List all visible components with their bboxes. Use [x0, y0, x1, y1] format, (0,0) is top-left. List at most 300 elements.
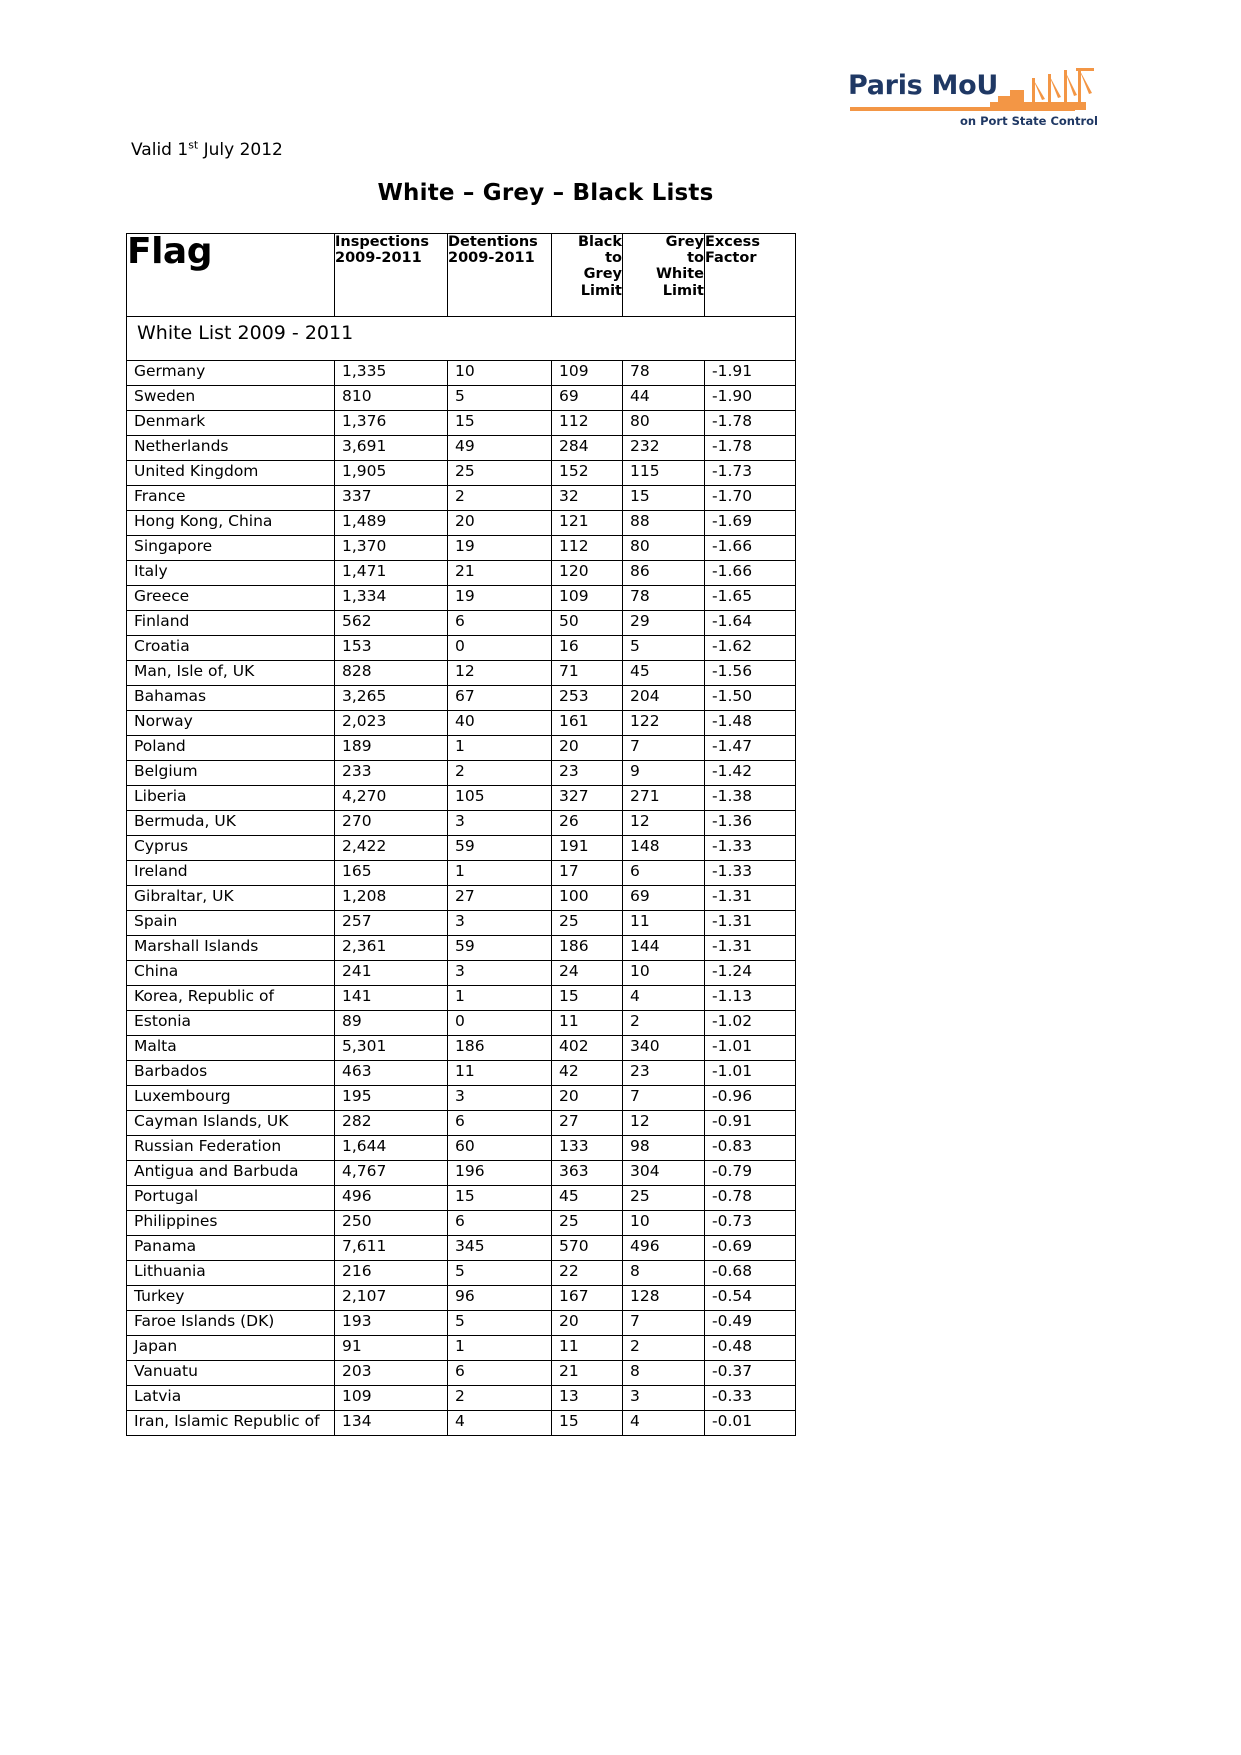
cell-excess-factor: -0.68	[705, 1261, 796, 1286]
cell-grey-to-white: 44	[623, 386, 705, 411]
cell-grey-to-white: 12	[623, 1111, 705, 1136]
cell-inspections: 257	[335, 911, 448, 936]
cell-flag: Italy	[127, 561, 335, 586]
cell-inspections: 89	[335, 1011, 448, 1036]
cell-detentions: 1	[448, 861, 552, 886]
cell-flag: Iran, Islamic Republic of	[127, 1411, 335, 1436]
cell-excess-factor: -0.54	[705, 1286, 796, 1311]
cell-flag: Greece	[127, 586, 335, 611]
table-row	[127, 911, 796, 936]
cell-black-to-grey: 21	[552, 1361, 623, 1386]
cell-black-to-grey: 186	[552, 936, 623, 961]
cell-black-to-grey: 42	[552, 1061, 623, 1086]
cell-black-to-grey: 27	[552, 1111, 623, 1136]
cell-flag: Russian Federation	[127, 1136, 335, 1161]
cell-inspections: 3,265	[335, 686, 448, 711]
paris-mou-logo	[848, 66, 1098, 138]
cell-inspections: 141	[335, 986, 448, 1011]
cell-flag: Poland	[127, 736, 335, 761]
table-row	[127, 961, 796, 986]
cell-grey-to-white: 128	[623, 1286, 705, 1311]
table-row	[127, 786, 796, 811]
cell-inspections: 282	[335, 1111, 448, 1136]
cell-excess-factor: -0.49	[705, 1311, 796, 1336]
cell-detentions: 3	[448, 811, 552, 836]
cell-inspections: 1,644	[335, 1136, 448, 1161]
cell-grey-to-white: 78	[623, 586, 705, 611]
cell-detentions: 6	[448, 1211, 552, 1236]
cell-detentions: 12	[448, 661, 552, 686]
cell-grey-to-white: 10	[623, 961, 705, 986]
column-header-gtw-line4: Limit	[662, 282, 704, 299]
cell-black-to-grey: 20	[552, 736, 623, 761]
cell-black-to-grey: 20	[552, 1311, 623, 1336]
cell-detentions: 3	[448, 911, 552, 936]
cell-inspections: 195	[335, 1086, 448, 1111]
cell-black-to-grey: 20	[552, 1086, 623, 1111]
cell-excess-factor: -0.73	[705, 1211, 796, 1236]
table-row	[127, 1311, 796, 1336]
table-row	[127, 511, 796, 536]
cell-black-to-grey: 15	[552, 1411, 623, 1436]
cell-black-to-grey: 25	[552, 1211, 623, 1236]
cell-grey-to-white: 29	[623, 611, 705, 636]
cell-flag: Malta	[127, 1036, 335, 1061]
column-header-btg-line4: Limit	[580, 282, 622, 299]
cell-inspections: 1,208	[335, 886, 448, 911]
column-header-inspections	[335, 234, 448, 317]
cell-black-to-grey: 167	[552, 1286, 623, 1311]
cell-detentions: 6	[448, 611, 552, 636]
table-row	[127, 1286, 796, 1311]
table-row	[127, 736, 796, 761]
cell-flag: Korea, Republic of	[127, 986, 335, 1011]
cell-inspections: 5,301	[335, 1036, 448, 1061]
table-row	[127, 1361, 796, 1386]
table-row	[127, 1086, 796, 1111]
cell-flag: Barbados	[127, 1061, 335, 1086]
column-header-btg-line2: to	[605, 250, 622, 267]
cell-detentions: 5	[448, 1261, 552, 1286]
cell-flag: Sweden	[127, 386, 335, 411]
table-row	[127, 536, 796, 561]
cell-grey-to-white: 7	[623, 1311, 705, 1336]
cell-detentions: 1	[448, 736, 552, 761]
cell-flag: China	[127, 961, 335, 986]
cell-detentions: 5	[448, 386, 552, 411]
cell-flag: Denmark	[127, 411, 335, 436]
cell-inspections: 1,489	[335, 511, 448, 536]
cell-flag: Finland	[127, 611, 335, 636]
cell-flag: Hong Kong, China	[127, 511, 335, 536]
cell-grey-to-white: 7	[623, 1086, 705, 1111]
cell-flag: Bahamas	[127, 686, 335, 711]
cell-grey-to-white: 88	[623, 511, 705, 536]
cell-detentions: 5	[448, 1311, 552, 1336]
cell-detentions: 345	[448, 1236, 552, 1261]
table-row	[127, 1061, 796, 1086]
cell-inspections: 4,767	[335, 1161, 448, 1186]
cell-inspections: 250	[335, 1211, 448, 1236]
cell-inspections: 828	[335, 661, 448, 686]
cell-excess-factor: -1.31	[705, 936, 796, 961]
cell-grey-to-white: 144	[623, 936, 705, 961]
cell-detentions: 1	[448, 1336, 552, 1361]
logo-wordmark: Paris MoU	[848, 70, 998, 101]
cell-detentions: 186	[448, 1036, 552, 1061]
cell-flag: Marshall Islands	[127, 936, 335, 961]
column-header-detentions-line1: Detentions	[448, 234, 538, 250]
column-header-detentions	[448, 234, 552, 317]
cell-excess-factor: -1.01	[705, 1061, 796, 1086]
validity-ordinal-suffix: st	[188, 138, 199, 152]
table-row	[127, 1236, 796, 1261]
cell-flag: Estonia	[127, 1011, 335, 1036]
cell-excess-factor: -0.37	[705, 1361, 796, 1386]
cell-excess-factor: -1.38	[705, 786, 796, 811]
cell-flag: Bermuda, UK	[127, 811, 335, 836]
column-header-gtw-line2: to	[687, 250, 704, 267]
cell-black-to-grey: 112	[552, 411, 623, 436]
cell-excess-factor: -0.48	[705, 1336, 796, 1361]
cell-grey-to-white: 12	[623, 811, 705, 836]
cell-grey-to-white: 4	[623, 1411, 705, 1436]
cell-grey-to-white: 8	[623, 1361, 705, 1386]
cell-detentions: 1	[448, 986, 552, 1011]
cell-detentions: 6	[448, 1111, 552, 1136]
column-header-inspections-line2: 2009-2011	[335, 250, 422, 267]
cell-detentions: 2	[448, 761, 552, 786]
cell-black-to-grey: 16	[552, 636, 623, 661]
cell-black-to-grey: 71	[552, 661, 623, 686]
cell-black-to-grey: 161	[552, 711, 623, 736]
table-row	[127, 1036, 796, 1061]
cell-flag: Vanuatu	[127, 1361, 335, 1386]
cell-detentions: 11	[448, 1061, 552, 1086]
cell-black-to-grey: 69	[552, 386, 623, 411]
table-body	[127, 361, 796, 1436]
cell-grey-to-white: 496	[623, 1236, 705, 1261]
table-row	[127, 686, 796, 711]
cell-detentions: 196	[448, 1161, 552, 1186]
cell-detentions: 0	[448, 1011, 552, 1036]
table-row	[127, 711, 796, 736]
cell-grey-to-white: 25	[623, 1186, 705, 1211]
cell-inspections: 7,611	[335, 1236, 448, 1261]
cell-inspections: 270	[335, 811, 448, 836]
column-header-flag: Flag	[127, 234, 335, 317]
cell-excess-factor: -1.33	[705, 836, 796, 861]
cell-excess-factor: -0.83	[705, 1136, 796, 1161]
cell-inspections: 193	[335, 1311, 448, 1336]
cell-excess-factor: -1.65	[705, 586, 796, 611]
white-grey-black-lists-table	[126, 233, 796, 1436]
cell-grey-to-white: 3	[623, 1386, 705, 1411]
cell-inspections: 3,691	[335, 436, 448, 461]
cell-detentions: 20	[448, 511, 552, 536]
cell-detentions: 3	[448, 1086, 552, 1111]
cell-detentions: 21	[448, 561, 552, 586]
cell-inspections: 2,361	[335, 936, 448, 961]
table-row	[127, 636, 796, 661]
table-row	[127, 1111, 796, 1136]
table-row	[127, 661, 796, 686]
cell-inspections: 4,270	[335, 786, 448, 811]
cell-detentions: 40	[448, 711, 552, 736]
cell-detentions: 2	[448, 486, 552, 511]
cell-flag: Gibraltar, UK	[127, 886, 335, 911]
cell-excess-factor: -0.69	[705, 1236, 796, 1261]
cell-detentions: 0	[448, 636, 552, 661]
table-row	[127, 1136, 796, 1161]
cell-flag: Belgium	[127, 761, 335, 786]
cell-excess-factor: -1.01	[705, 1036, 796, 1061]
cell-black-to-grey: 253	[552, 686, 623, 711]
cell-black-to-grey: 363	[552, 1161, 623, 1186]
cell-flag: Croatia	[127, 636, 335, 661]
cell-black-to-grey: 11	[552, 1011, 623, 1036]
cell-flag: Norway	[127, 711, 335, 736]
cell-flag: Ireland	[127, 861, 335, 886]
page-title	[0, 180, 1241, 206]
cell-grey-to-white: 9	[623, 761, 705, 786]
cell-inspections: 241	[335, 961, 448, 986]
cell-black-to-grey: 112	[552, 536, 623, 561]
cell-black-to-grey: 152	[552, 461, 623, 486]
cell-grey-to-white: 304	[623, 1161, 705, 1186]
cell-grey-to-white: 2	[623, 1011, 705, 1036]
cell-flag: Man, Isle of, UK	[127, 661, 335, 686]
cell-excess-factor: -1.42	[705, 761, 796, 786]
cell-grey-to-white: 5	[623, 636, 705, 661]
table-row	[127, 811, 796, 836]
validity-prefix: Valid 1	[131, 140, 189, 160]
cell-grey-to-white: 4	[623, 986, 705, 1011]
cell-inspections: 1,905	[335, 461, 448, 486]
cell-flag: Faroe Islands (DK)	[127, 1311, 335, 1336]
table-row	[127, 361, 796, 386]
table-header	[127, 231, 796, 317]
cell-black-to-grey: 109	[552, 361, 623, 386]
cell-excess-factor: -0.78	[705, 1186, 796, 1211]
table-row	[127, 1211, 796, 1236]
cell-detentions: 67	[448, 686, 552, 711]
cell-detentions: 60	[448, 1136, 552, 1161]
cell-excess-factor: -0.33	[705, 1386, 796, 1411]
cell-black-to-grey: 13	[552, 1386, 623, 1411]
column-header-exf-line2: Factor	[705, 250, 757, 267]
cell-black-to-grey: 17	[552, 861, 623, 886]
cell-detentions: 3	[448, 961, 552, 986]
table-section-header-body	[127, 317, 796, 361]
page-title-text: White – Grey – Black Lists	[377, 180, 714, 206]
cell-excess-factor: -1.64	[705, 611, 796, 636]
cell-grey-to-white: 122	[623, 711, 705, 736]
cell-flag: France	[127, 486, 335, 511]
table-row	[127, 386, 796, 411]
cell-black-to-grey: 570	[552, 1236, 623, 1261]
cell-inspections: 1,370	[335, 536, 448, 561]
cell-inspections: 165	[335, 861, 448, 886]
cell-flag: Philippines	[127, 1211, 335, 1236]
cell-black-to-grey: 109	[552, 586, 623, 611]
cell-inspections: 1,334	[335, 586, 448, 611]
cell-detentions: 105	[448, 786, 552, 811]
cell-flag: Spain	[127, 911, 335, 936]
cell-excess-factor: -1.36	[705, 811, 796, 836]
cell-grey-to-white: 78	[623, 361, 705, 386]
cell-grey-to-white: 45	[623, 661, 705, 686]
cell-black-to-grey: 32	[552, 486, 623, 511]
cell-grey-to-white: 2	[623, 1336, 705, 1361]
cell-black-to-grey: 100	[552, 886, 623, 911]
cell-grey-to-white: 86	[623, 561, 705, 586]
white-grey-black-lists-table-container	[126, 233, 795, 1436]
cell-black-to-grey: 15	[552, 986, 623, 1011]
cell-detentions: 59	[448, 836, 552, 861]
table-row	[127, 936, 796, 961]
cell-grey-to-white: 340	[623, 1036, 705, 1061]
cell-grey-to-white: 271	[623, 786, 705, 811]
cell-detentions: 10	[448, 361, 552, 386]
cell-grey-to-white: 7	[623, 736, 705, 761]
cell-black-to-grey: 121	[552, 511, 623, 536]
table-row	[127, 1336, 796, 1361]
cell-inspections: 216	[335, 1261, 448, 1286]
cell-inspections: 810	[335, 386, 448, 411]
cell-black-to-grey: 284	[552, 436, 623, 461]
table-row	[127, 486, 796, 511]
cell-excess-factor: -1.31	[705, 886, 796, 911]
cell-excess-factor: -1.56	[705, 661, 796, 686]
column-header-btg-line3: Grey	[583, 266, 622, 283]
table-row	[127, 561, 796, 586]
cell-grey-to-white: 115	[623, 461, 705, 486]
table-row	[127, 761, 796, 786]
cell-detentions: 15	[448, 1186, 552, 1211]
cell-grey-to-white: 23	[623, 1061, 705, 1086]
cell-inspections: 233	[335, 761, 448, 786]
cell-excess-factor: -1.13	[705, 986, 796, 1011]
cell-grey-to-white: 69	[623, 886, 705, 911]
cell-excess-factor: -1.24	[705, 961, 796, 986]
cell-inspections: 1,335	[335, 361, 448, 386]
cell-inspections: 134	[335, 1411, 448, 1436]
cell-excess-factor: -1.90	[705, 386, 796, 411]
cell-detentions: 2	[448, 1386, 552, 1411]
cell-excess-factor: -1.73	[705, 461, 796, 486]
column-header-detentions-line2: 2009-2011	[448, 250, 535, 267]
cell-grey-to-white: 148	[623, 836, 705, 861]
cell-excess-factor: -0.79	[705, 1161, 796, 1186]
cell-excess-factor: -1.66	[705, 561, 796, 586]
cell-excess-factor: -1.66	[705, 536, 796, 561]
cell-flag: Liberia	[127, 786, 335, 811]
cell-grey-to-white: 6	[623, 861, 705, 886]
cell-excess-factor: -1.62	[705, 636, 796, 661]
table-row	[127, 461, 796, 486]
cell-flag: Singapore	[127, 536, 335, 561]
cell-flag: Lithuania	[127, 1261, 335, 1286]
cell-flag: Luxembourg	[127, 1086, 335, 1111]
column-header-gtw-line1: Grey	[665, 234, 704, 250]
cell-inspections: 2,107	[335, 1286, 448, 1311]
cell-detentions: 19	[448, 586, 552, 611]
cell-detentions: 6	[448, 1361, 552, 1386]
validity-date	[131, 140, 283, 160]
cell-detentions: 49	[448, 436, 552, 461]
table-row	[127, 1161, 796, 1186]
cell-detentions: 59	[448, 936, 552, 961]
cell-black-to-grey: 133	[552, 1136, 623, 1161]
cell-detentions: 19	[448, 536, 552, 561]
cell-inspections: 2,023	[335, 711, 448, 736]
cell-grey-to-white: 204	[623, 686, 705, 711]
cell-flag: Japan	[127, 1336, 335, 1361]
cell-inspections: 91	[335, 1336, 448, 1361]
cell-black-to-grey: 22	[552, 1261, 623, 1286]
cell-grey-to-white: 80	[623, 536, 705, 561]
cell-detentions: 4	[448, 1411, 552, 1436]
ship-and-cranes-icon	[988, 66, 1098, 110]
cell-black-to-grey: 120	[552, 561, 623, 586]
cell-inspections: 153	[335, 636, 448, 661]
cell-excess-factor: -0.01	[705, 1411, 796, 1436]
cell-inspections: 109	[335, 1386, 448, 1411]
cell-grey-to-white: 10	[623, 1211, 705, 1236]
table-row	[127, 1386, 796, 1411]
cell-excess-factor: -1.78	[705, 411, 796, 436]
cell-grey-to-white: 11	[623, 911, 705, 936]
cell-black-to-grey: 191	[552, 836, 623, 861]
cell-excess-factor: -1.33	[705, 861, 796, 886]
cell-flag: United Kingdom	[127, 461, 335, 486]
table-row	[127, 1411, 796, 1436]
cell-excess-factor: -1.69	[705, 511, 796, 536]
cell-flag: Germany	[127, 361, 335, 386]
cell-inspections: 203	[335, 1361, 448, 1386]
column-header-btg-line1: Black	[577, 234, 622, 250]
cell-flag: Cyprus	[127, 836, 335, 861]
cell-detentions: 25	[448, 461, 552, 486]
table-row	[127, 836, 796, 861]
cell-excess-factor: -1.50	[705, 686, 796, 711]
cell-flag: Antigua and Barbuda	[127, 1161, 335, 1186]
table-row	[127, 611, 796, 636]
cell-excess-factor: -1.91	[705, 361, 796, 386]
cell-grey-to-white: 98	[623, 1136, 705, 1161]
cell-grey-to-white: 15	[623, 486, 705, 511]
column-header-inspections-line1: Inspections	[335, 234, 429, 250]
cell-excess-factor: -1.47	[705, 736, 796, 761]
cell-inspections: 496	[335, 1186, 448, 1211]
table-row	[127, 586, 796, 611]
column-header-grey-to-white-limit	[623, 234, 705, 317]
cell-excess-factor: -1.78	[705, 436, 796, 461]
cell-flag: Cayman Islands, UK	[127, 1111, 335, 1136]
cell-black-to-grey: 50	[552, 611, 623, 636]
section-header-row	[127, 317, 796, 361]
cell-excess-factor: -0.91	[705, 1111, 796, 1136]
cell-inspections: 337	[335, 486, 448, 511]
cell-flag: Latvia	[127, 1386, 335, 1411]
table-row	[127, 411, 796, 436]
table-row	[127, 1261, 796, 1286]
table-row	[127, 886, 796, 911]
cell-inspections: 1,376	[335, 411, 448, 436]
cell-black-to-grey: 327	[552, 786, 623, 811]
cell-black-to-grey: 25	[552, 911, 623, 936]
